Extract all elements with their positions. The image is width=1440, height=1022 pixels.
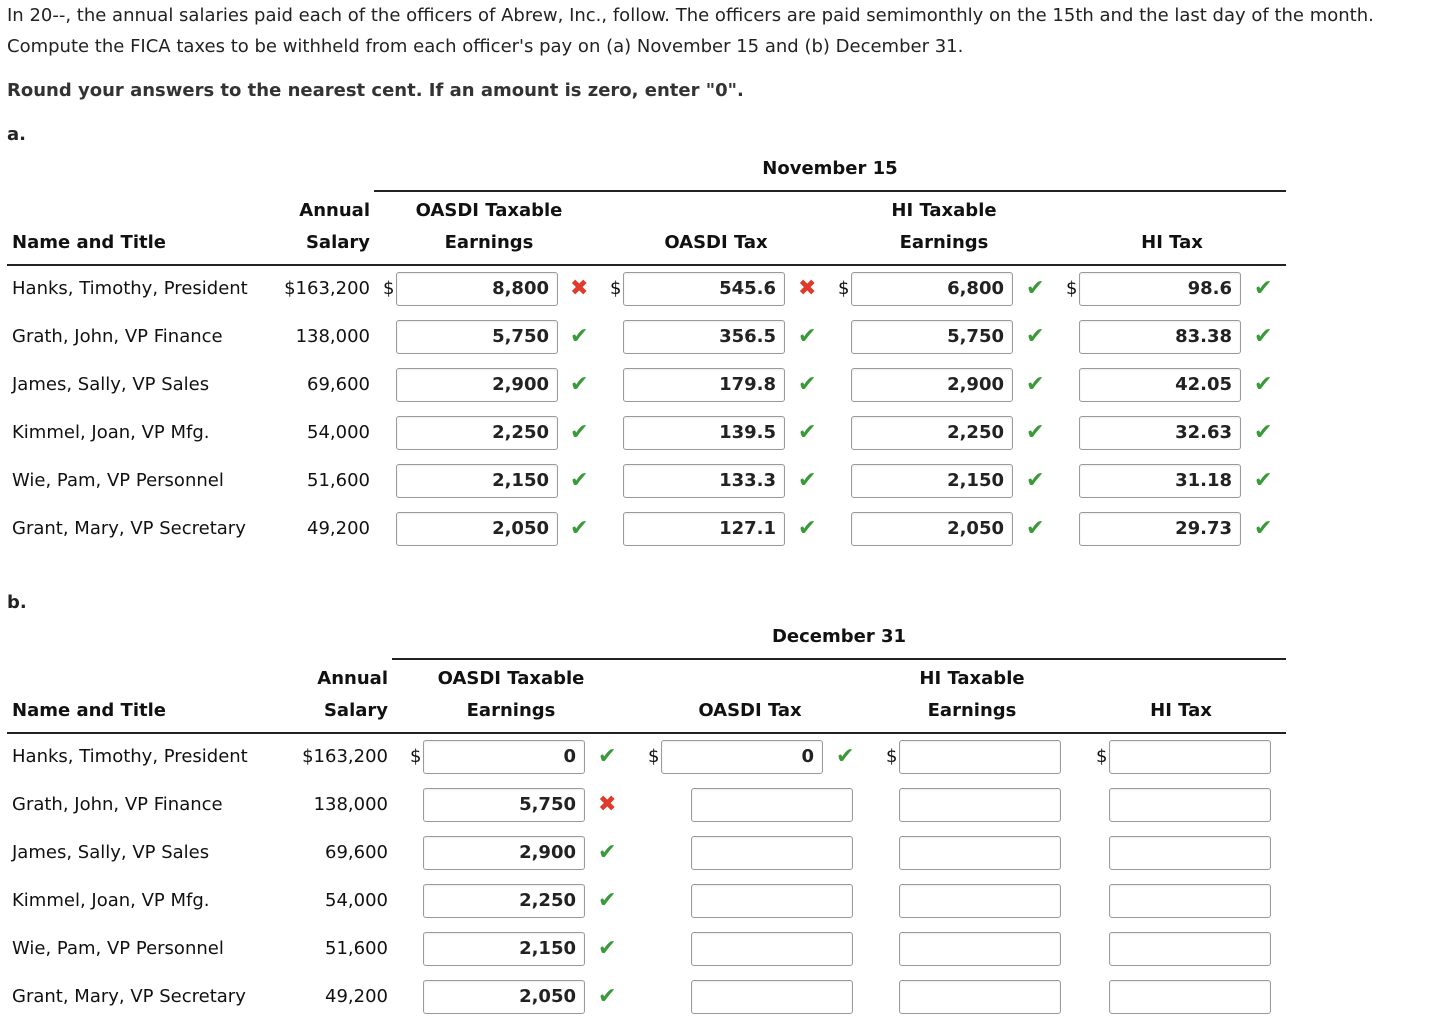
hi-tax-input[interactable]: 32.63 <box>1079 416 1241 450</box>
hi-earn-input[interactable] <box>899 932 1061 966</box>
part-b-label: b. <box>7 592 27 613</box>
annual-salary-header-line1: Annual <box>317 668 388 689</box>
oasdi-earn-input[interactable]: 2,900 <box>396 368 558 402</box>
checkmark-icon: ✔ <box>798 468 817 493</box>
oasdi-tax-input[interactable] <box>691 932 853 966</box>
hi-taxable-header-line1: HI Taxable <box>891 200 997 221</box>
checkmark-icon: ✔ <box>1254 468 1273 493</box>
oasdi-earn-input[interactable]: 2,250 <box>423 884 585 918</box>
checkmark-icon: ✔ <box>570 372 589 397</box>
officer-name-title: James, Sally, VP Sales <box>12 374 210 395</box>
checkmark-icon: ✔ <box>1026 276 1045 301</box>
checkmark-icon: ✔ <box>798 420 817 445</box>
hi-tax-input[interactable] <box>1109 740 1271 774</box>
dollar-sign: $ <box>1066 278 1078 299</box>
checkmark-icon: ✔ <box>798 516 817 541</box>
oasdi-taxable-header-line1: OASDI Taxable <box>437 668 585 689</box>
dollar-sign: $ <box>610 278 622 299</box>
officer-name-title: Wie, Pam, VP Personnel <box>12 470 224 491</box>
officer-name-title: Grant, Mary, VP Secretary <box>12 518 246 539</box>
officer-name-title: Grath, John, VP Finance <box>12 326 223 347</box>
hi-earn-input[interactable]: 2,050 <box>851 512 1013 546</box>
officer-name-title: James, Sally, VP Sales <box>12 842 210 863</box>
checkmark-icon: ✔ <box>798 372 817 397</box>
name-title-header: Name and Title <box>12 232 166 253</box>
dollar-sign: $ <box>410 746 422 767</box>
oasdi-earn-input[interactable]: 5,750 <box>396 320 558 354</box>
annual-salary-header-line1: Annual <box>299 200 370 221</box>
annual-salary-value: 49,200 <box>307 518 370 539</box>
officer-name-title: Kimmel, Joan, VP Mfg. <box>12 890 210 911</box>
hi-tax-input[interactable]: 29.73 <box>1079 512 1241 546</box>
hi-tax-input[interactable] <box>1109 788 1271 822</box>
checkmark-icon: ✔ <box>1026 324 1045 349</box>
annual-salary-value: 49,200 <box>325 986 388 1007</box>
oasdi-tax-input[interactable]: 179.8 <box>623 368 785 402</box>
checkmark-icon: ✔ <box>1026 372 1045 397</box>
hi-earn-input[interactable]: 6,800 <box>851 272 1013 306</box>
hi-earn-input[interactable] <box>899 740 1061 774</box>
date-header: December 31 <box>771 626 907 647</box>
annual-salary-value: 69,600 <box>325 842 388 863</box>
hi-taxable-header-line2: Earnings <box>899 232 989 253</box>
annual-salary-value: 51,600 <box>325 938 388 959</box>
problem-statement: In 20--, the annual salaries paid each of the officers of Abrew, Inc., follow. The officers are paid semimonthly on the 15th and the last day of the month. Compute the FICA taxes to be withheld from each officer's pay on (a) November 15 and (b) December 31. <box>7 5 1374 57</box>
header-bottom-rule <box>7 732 1286 734</box>
annual-salary-header-line2: Salary <box>323 700 388 721</box>
oasdi-earn-input[interactable]: 2,150 <box>423 932 585 966</box>
hi-tax-header: HI Tax <box>1150 700 1212 721</box>
officer-name-title: Wie, Pam, VP Personnel <box>12 938 224 959</box>
annual-salary-value: $163,200 <box>284 278 370 299</box>
dollar-sign: $ <box>383 278 395 299</box>
checkmark-icon: ✔ <box>1026 420 1045 445</box>
officer-name-title: Hanks, Timothy, President <box>12 746 248 767</box>
checkmark-icon: ✔ <box>570 324 589 349</box>
checkmark-icon: ✔ <box>598 840 617 865</box>
oasdi-tax-input[interactable] <box>691 980 853 1014</box>
hi-earn-input[interactable]: 2,150 <box>851 464 1013 498</box>
hi-taxable-header-line2: Earnings <box>927 700 1017 721</box>
part-a-label: a. <box>7 124 26 145</box>
checkmark-icon: ✔ <box>598 888 617 913</box>
checkmark-icon: ✔ <box>1026 516 1045 541</box>
hi-taxable-header-line1: HI Taxable <box>919 668 1025 689</box>
checkmark-icon: ✔ <box>836 744 855 769</box>
cross-icon: ✖ <box>798 276 817 301</box>
hi-tax-input[interactable] <box>1109 980 1271 1014</box>
annual-salary-value: 138,000 <box>295 326 370 347</box>
oasdi-tax-input[interactable] <box>691 884 853 918</box>
hi-tax-input[interactable] <box>1109 932 1271 966</box>
checkmark-icon: ✔ <box>1254 420 1273 445</box>
date-header-rule <box>374 190 1286 192</box>
oasdi-tax-input[interactable]: 0 <box>661 740 823 774</box>
cross-icon: ✖ <box>570 276 589 301</box>
officer-name-title: Hanks, Timothy, President <box>12 278 248 299</box>
hi-earn-input[interactable] <box>899 980 1061 1014</box>
oasdi-earn-input[interactable]: 2,250 <box>396 416 558 450</box>
oasdi-earn-input[interactable]: 5,750 <box>423 788 585 822</box>
checkmark-icon: ✔ <box>1254 372 1273 397</box>
dollar-sign: $ <box>648 746 660 767</box>
checkmark-icon: ✔ <box>570 468 589 493</box>
oasdi-tax-header: OASDI Tax <box>664 232 768 253</box>
checkmark-icon: ✔ <box>570 516 589 541</box>
hi-earn-input[interactable]: 2,250 <box>851 416 1013 450</box>
oasdi-taxable-header-line2: Earnings <box>466 700 556 721</box>
dollar-sign: $ <box>1096 746 1108 767</box>
hi-earn-input[interactable] <box>899 836 1061 870</box>
checkmark-icon: ✔ <box>598 744 617 769</box>
hi-earn-input[interactable]: 2,900 <box>851 368 1013 402</box>
dollar-sign: $ <box>886 746 898 767</box>
annual-salary-value: 54,000 <box>307 422 370 443</box>
annual-salary-value: $163,200 <box>302 746 388 767</box>
oasdi-tax-input[interactable]: 356.5 <box>623 320 785 354</box>
hi-earn-input[interactable]: 5,750 <box>851 320 1013 354</box>
oasdi-tax-input[interactable]: 139.5 <box>623 416 785 450</box>
oasdi-earn-input[interactable]: 8,800 <box>396 272 558 306</box>
hi-tax-input[interactable]: 31.18 <box>1079 464 1241 498</box>
hi-tax-input[interactable]: 42.05 <box>1079 368 1241 402</box>
rounding-instruction: Round your answers to the nearest cent. If an amount is zero, enter "0". <box>7 80 744 101</box>
hi-tax-input[interactable]: 98.6 <box>1079 272 1241 306</box>
hi-earn-input[interactable] <box>899 788 1061 822</box>
oasdi-tax-input[interactable]: 133.3 <box>623 464 785 498</box>
hi-tax-input[interactable] <box>1109 884 1271 918</box>
checkmark-icon: ✔ <box>798 324 817 349</box>
annual-salary-value: 138,000 <box>313 794 388 815</box>
checkmark-icon: ✔ <box>598 984 617 1009</box>
annual-salary-header-line2: Salary <box>305 232 370 253</box>
oasdi-taxable-header-line2: Earnings <box>444 232 534 253</box>
checkmark-icon: ✔ <box>1254 516 1273 541</box>
checkmark-icon: ✔ <box>570 420 589 445</box>
date-header-rule <box>392 658 1286 660</box>
oasdi-tax-input[interactable]: 127.1 <box>623 512 785 546</box>
annual-salary-value: 51,600 <box>307 470 370 491</box>
oasdi-earn-input[interactable]: 2,900 <box>423 836 585 870</box>
checkmark-icon: ✔ <box>1254 324 1273 349</box>
oasdi-earn-input[interactable]: 2,050 <box>396 512 558 546</box>
hi-tax-input[interactable]: 83.38 <box>1079 320 1241 354</box>
hi-earn-input[interactable] <box>899 884 1061 918</box>
oasdi-tax-input[interactable]: 545.6 <box>623 272 785 306</box>
oasdi-tax-header: OASDI Tax <box>698 700 802 721</box>
checkmark-icon: ✔ <box>1254 276 1273 301</box>
name-title-header: Name and Title <box>12 700 166 721</box>
officer-name-title: Grath, John, VP Finance <box>12 794 223 815</box>
checkmark-icon: ✔ <box>1026 468 1045 493</box>
hi-tax-input[interactable] <box>1109 836 1271 870</box>
oasdi-tax-input[interactable] <box>691 788 853 822</box>
officer-name-title: Grant, Mary, VP Secretary <box>12 986 246 1007</box>
date-header: November 15 <box>762 158 898 179</box>
checkmark-icon: ✔ <box>598 936 617 961</box>
hi-tax-header: HI Tax <box>1141 232 1203 253</box>
oasdi-earn-input[interactable]: 2,150 <box>396 464 558 498</box>
header-bottom-rule <box>7 264 1286 266</box>
annual-salary-value: 69,600 <box>307 374 370 395</box>
oasdi-taxable-header-line1: OASDI Taxable <box>415 200 563 221</box>
oasdi-earn-input[interactable]: 2,050 <box>423 980 585 1014</box>
cross-icon: ✖ <box>598 792 617 817</box>
oasdi-earn-input[interactable]: 0 <box>423 740 585 774</box>
annual-salary-value: 54,000 <box>325 890 388 911</box>
oasdi-tax-input[interactable] <box>691 836 853 870</box>
officer-name-title: Kimmel, Joan, VP Mfg. <box>12 422 210 443</box>
dollar-sign: $ <box>838 278 850 299</box>
